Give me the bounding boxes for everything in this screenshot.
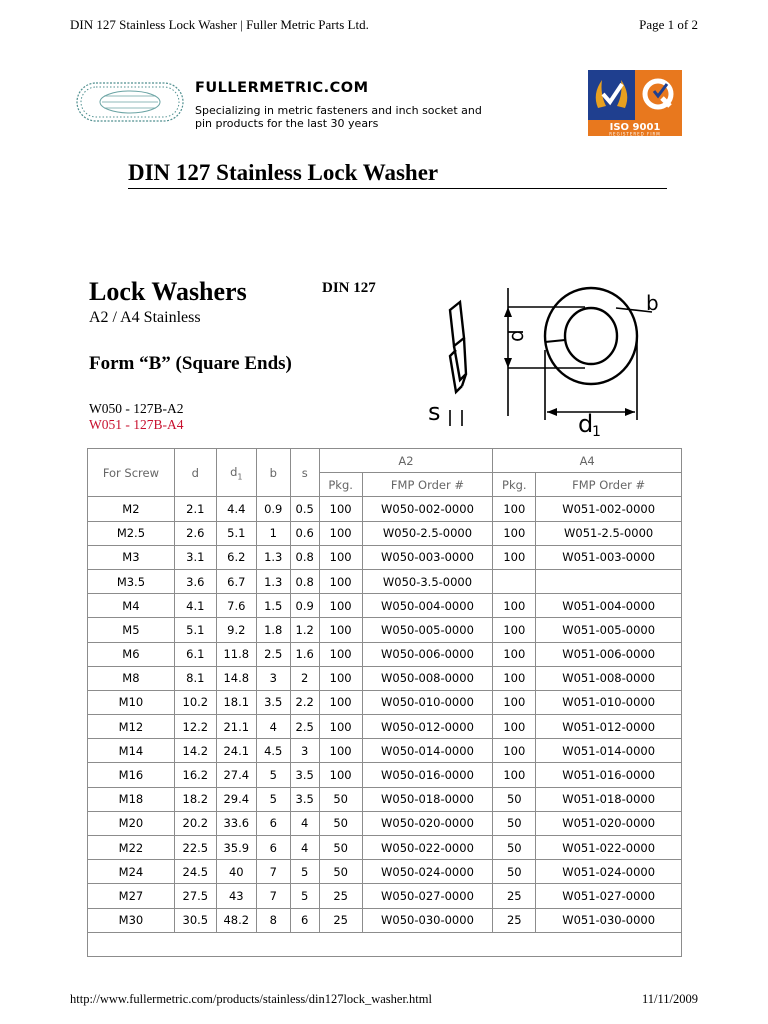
table-row [88, 787, 682, 811]
cell-s: 3.5 [290, 787, 319, 811]
page-header-title: DIN 127 Stainless Lock Washer | Fuller Metric Parts Ltd. [70, 17, 369, 32]
iso-9001-badge [588, 70, 682, 136]
table-row [88, 715, 682, 739]
cell-d1: 21.1 [216, 715, 256, 739]
cell-d: 5.1 [174, 618, 216, 642]
table-row [88, 497, 682, 521]
cell-screw: M12 [88, 715, 175, 739]
cell-a4-order: W051-027-0000 [536, 884, 682, 908]
cell-a2-order: W050-022-0000 [362, 836, 493, 860]
cell-d: 22.5 [174, 836, 216, 860]
brand-name: FULLERMETRIC.COM [195, 80, 369, 96]
cell-screw: M8 [88, 666, 175, 690]
cell-b: 1.3 [256, 545, 290, 569]
cell-d1: 27.4 [216, 763, 256, 787]
cell-d1: 40 [216, 860, 256, 884]
specification-table [87, 448, 682, 957]
cell-b: 1.5 [256, 594, 290, 618]
cell-a2-order: W050-005-0000 [362, 618, 493, 642]
cell-b: 7 [256, 860, 290, 884]
cell-s: 0.9 [290, 594, 319, 618]
cell-b: 1 [256, 521, 290, 545]
cell-a2-order: W050-004-0000 [362, 594, 493, 618]
cell-a4-order: W051-004-0000 [536, 594, 682, 618]
table-row [88, 521, 682, 545]
cell-d1: 43 [216, 884, 256, 908]
cell-s: 0.6 [290, 521, 319, 545]
cell-b: 6 [256, 811, 290, 835]
diagram-label-d1: d [578, 410, 594, 438]
cell-a2-order: W050-006-0000 [362, 642, 493, 666]
table-row [88, 618, 682, 642]
cell-a4-order: W051-006-0000 [536, 642, 682, 666]
product-heading: Lock Washers [89, 277, 247, 306]
table-row [88, 908, 682, 932]
cell-b: 7 [256, 884, 290, 908]
cell-a4-pkg: 50 [493, 860, 536, 884]
cell-a2-order: W050-008-0000 [362, 666, 493, 690]
cell-screw: M2.5 [88, 521, 175, 545]
cell-d: 2.1 [174, 497, 216, 521]
cell-b: 8 [256, 908, 290, 932]
iso-sub-label: REGISTERED FIRM [609, 131, 661, 136]
table-row [88, 666, 682, 690]
cell-screw: M22 [88, 836, 175, 860]
footer-date: 11/11/2009 [641, 992, 698, 1006]
header-d: d [174, 449, 216, 497]
table-row [88, 860, 682, 884]
cell-a4-pkg: 100 [493, 715, 536, 739]
cell-d1: 48.2 [216, 908, 256, 932]
cell-a4-pkg: 25 [493, 884, 536, 908]
diagram-label-b: b [646, 291, 659, 315]
cell-a2-pkg: 100 [319, 618, 362, 642]
cell-s: 1.2 [290, 618, 319, 642]
cell-d1: 7.6 [216, 594, 256, 618]
cell-s: 5 [290, 860, 319, 884]
cell-a4-order: W051-020-0000 [536, 811, 682, 835]
cell-a2-order: W050-024-0000 [362, 860, 493, 884]
cell-a4-order: W051-008-0000 [536, 666, 682, 690]
cell-a2-pkg: 100 [319, 497, 362, 521]
diagram-label-s: s [428, 398, 441, 426]
table-row [88, 569, 682, 593]
document-title: DIN 127 Stainless Lock Washer [128, 160, 439, 185]
cell-a4-pkg: 100 [493, 666, 536, 690]
footer-url: http://www.fullermetric.com/products/stainless/din127lock_washer.html [70, 992, 432, 1006]
cell-a2-order: W050-027-0000 [362, 884, 493, 908]
cell-a2-pkg: 100 [319, 715, 362, 739]
cell-screw: M5 [88, 618, 175, 642]
cell-screw: M30 [88, 908, 175, 932]
cell-s: 2.5 [290, 715, 319, 739]
cell-a4-order: W051-024-0000 [536, 860, 682, 884]
cell-a2-order: W050-010-0000 [362, 690, 493, 714]
cell-a2-order: W050-002-0000 [362, 497, 493, 521]
form-heading: Form “B” (Square Ends) [89, 353, 292, 374]
cell-d: 14.2 [174, 739, 216, 763]
cell-d: 16.2 [174, 763, 216, 787]
cell-a2-order: W050-3.5-0000 [362, 569, 493, 593]
cell-s: 0.8 [290, 545, 319, 569]
cell-a2-order: W050-018-0000 [362, 787, 493, 811]
cell-a4-pkg: 100 [493, 763, 536, 787]
cell-a4-pkg: 100 [493, 642, 536, 666]
cell-a2-pkg: 100 [319, 666, 362, 690]
cell-s: 2 [290, 666, 319, 690]
cell-d: 2.6 [174, 521, 216, 545]
cell-screw: M3 [88, 545, 175, 569]
cell-b: 5 [256, 763, 290, 787]
cell-a4-order: W051-014-0000 [536, 739, 682, 763]
cell-a2-pkg: 100 [319, 569, 362, 593]
cell-screw: M2 [88, 497, 175, 521]
svg-text:1: 1 [592, 424, 601, 440]
cell-screw: M20 [88, 811, 175, 835]
header-a4-pkg: Pkg. [493, 473, 536, 497]
cell-a2-order: W050-003-0000 [362, 545, 493, 569]
cell-d: 30.5 [174, 908, 216, 932]
cell-screw: M24 [88, 860, 175, 884]
cell-a4-order: W051-005-0000 [536, 618, 682, 642]
cell-a2-order: W050-030-0000 [362, 908, 493, 932]
cell-b: 1.8 [256, 618, 290, 642]
cell-b: 4 [256, 715, 290, 739]
cell-a2-pkg: 50 [319, 811, 362, 835]
cell-d: 12.2 [174, 715, 216, 739]
cell-a4-pkg: 100 [493, 739, 536, 763]
page-number: Page 1 of 2 [639, 17, 698, 32]
cell-d1: 33.6 [216, 811, 256, 835]
cell-d1: 24.1 [216, 739, 256, 763]
cell-d: 18.2 [174, 787, 216, 811]
cell-a2-pkg: 25 [319, 908, 362, 932]
cell-d: 10.2 [174, 690, 216, 714]
cell-a4-order: W051-022-0000 [536, 836, 682, 860]
table-row [88, 763, 682, 787]
table-row [88, 836, 682, 860]
cell-d: 6.1 [174, 642, 216, 666]
table-row [88, 545, 682, 569]
cell-a4-order: W051-012-0000 [536, 715, 682, 739]
header-a2-pkg: Pkg. [319, 473, 362, 497]
cell-a2-pkg: 100 [319, 545, 362, 569]
cell-a2-pkg: 100 [319, 521, 362, 545]
header-a4-order: FMP Order # [536, 473, 682, 497]
cell-a4-pkg: 100 [493, 618, 536, 642]
cell-s: 4 [290, 811, 319, 835]
standard-label: DIN 127 [322, 280, 376, 296]
cell-a4-order: W051-018-0000 [536, 787, 682, 811]
cell-d: 27.5 [174, 884, 216, 908]
cell-b: 5 [256, 787, 290, 811]
cell-a4-order: W051-003-0000 [536, 545, 682, 569]
cell-screw: M18 [88, 787, 175, 811]
cell-a4-order: W051-030-0000 [536, 908, 682, 932]
cell-screw: M4 [88, 594, 175, 618]
cell-a2-pkg: 50 [319, 860, 362, 884]
cell-d: 3.1 [174, 545, 216, 569]
cell-a2-pkg: 100 [319, 594, 362, 618]
cell-b: 2.5 [256, 642, 290, 666]
cell-screw: M27 [88, 884, 175, 908]
header-a4: A4 [493, 449, 682, 473]
cell-d1: 18.1 [216, 690, 256, 714]
cell-a4-pkg: 50 [493, 811, 536, 835]
cell-a4-order: W051-016-0000 [536, 763, 682, 787]
cell-s: 0.5 [290, 497, 319, 521]
brand-tagline: Specializing in metric fasteners and inch socket and pin products for the last 30 years [195, 104, 482, 130]
cell-a2-pkg: 50 [319, 787, 362, 811]
cell-a4-pkg: 100 [493, 521, 536, 545]
specification-table-body [88, 497, 682, 957]
cell-screw: M14 [88, 739, 175, 763]
cell-a2-order: W050-014-0000 [362, 739, 493, 763]
cell-a4-order: W051-002-0000 [536, 497, 682, 521]
header-d1: $d_1$ [216, 449, 256, 497]
cell-a2-pkg: 100 [319, 642, 362, 666]
cell-a2-pkg: 100 [319, 690, 362, 714]
cell-a4-pkg: 100 [493, 594, 536, 618]
cell-a4-order [536, 569, 682, 593]
cell-d1: 11.8 [216, 642, 256, 666]
cell-d1: 9.2 [216, 618, 256, 642]
cell-b: 3 [256, 666, 290, 690]
cell-d: 3.6 [174, 569, 216, 593]
cell-screw: M6 [88, 642, 175, 666]
header-a2-order: FMP Order # [362, 473, 493, 497]
header-b: b [256, 449, 290, 497]
cell-s: 6 [290, 908, 319, 932]
cell-b: 6 [256, 836, 290, 860]
cell-b: 0.9 [256, 497, 290, 521]
lock-washer-diagram [420, 280, 682, 440]
part-code-a4: W051 - 127B-A4 [89, 417, 184, 432]
title-divider [128, 188, 667, 189]
table-spacer-row [88, 932, 682, 956]
cell-b: 1.3 [256, 569, 290, 593]
cell-a4-order: W051-2.5-0000 [536, 521, 682, 545]
cell-d1: 4.4 [216, 497, 256, 521]
cell-d: 4.1 [174, 594, 216, 618]
cell-d1: 6.2 [216, 545, 256, 569]
cell-b: 4.5 [256, 739, 290, 763]
cell-a2-order: W050-012-0000 [362, 715, 493, 739]
fullermetric-logo [76, 82, 184, 122]
cell-a4-order: W051-010-0000 [536, 690, 682, 714]
diagram-label-d: d [504, 329, 528, 342]
cell-d1: 14.8 [216, 666, 256, 690]
cell-a4-pkg [493, 569, 536, 593]
cell-a2-order: W050-2.5-0000 [362, 521, 493, 545]
header-for-screw: For Screw [88, 449, 175, 497]
cell-d1: 35.9 [216, 836, 256, 860]
header-s: s [290, 449, 319, 497]
cell-a4-pkg: 25 [493, 908, 536, 932]
cell-d: 20.2 [174, 811, 216, 835]
cell-d: 24.5 [174, 860, 216, 884]
cell-a2-order: W050-020-0000 [362, 811, 493, 835]
cell-a2-order: W050-016-0000 [362, 763, 493, 787]
table-row [88, 884, 682, 908]
product-material: A2 / A4 Stainless [89, 309, 201, 326]
cell-a2-pkg: 100 [319, 739, 362, 763]
cell-a2-pkg: 25 [319, 884, 362, 908]
table-row [88, 690, 682, 714]
cell-screw: M3.5 [88, 569, 175, 593]
cell-a4-pkg: 100 [493, 690, 536, 714]
table-row [88, 594, 682, 618]
cell-s: 3.5 [290, 763, 319, 787]
cell-s: 1.6 [290, 642, 319, 666]
cell-screw: M10 [88, 690, 175, 714]
cell-s: 0.8 [290, 569, 319, 593]
cell-s: 3 [290, 739, 319, 763]
cell-d1: 6.7 [216, 569, 256, 593]
cell-d1: 29.4 [216, 787, 256, 811]
cell-d: 8.1 [174, 666, 216, 690]
cell-a2-pkg: 50 [319, 836, 362, 860]
table-row [88, 739, 682, 763]
cell-d1: 5.1 [216, 521, 256, 545]
cell-a4-pkg: 50 [493, 836, 536, 860]
cell-s: 4 [290, 836, 319, 860]
cell-b: 3.5 [256, 690, 290, 714]
cell-screw: M16 [88, 763, 175, 787]
cell-s: 2.2 [290, 690, 319, 714]
iso-label: ISO 9001 [609, 122, 661, 133]
table-row [88, 811, 682, 835]
cell-a4-pkg: 50 [493, 787, 536, 811]
cell-a4-pkg: 100 [493, 545, 536, 569]
part-code-a2: W050 - 127B-A2 [89, 401, 184, 416]
header-a2: A2 [319, 449, 493, 473]
cell-s: 5 [290, 884, 319, 908]
cell-a4-pkg: 100 [493, 497, 536, 521]
table-row [88, 642, 682, 666]
cell-a2-pkg: 100 [319, 763, 362, 787]
